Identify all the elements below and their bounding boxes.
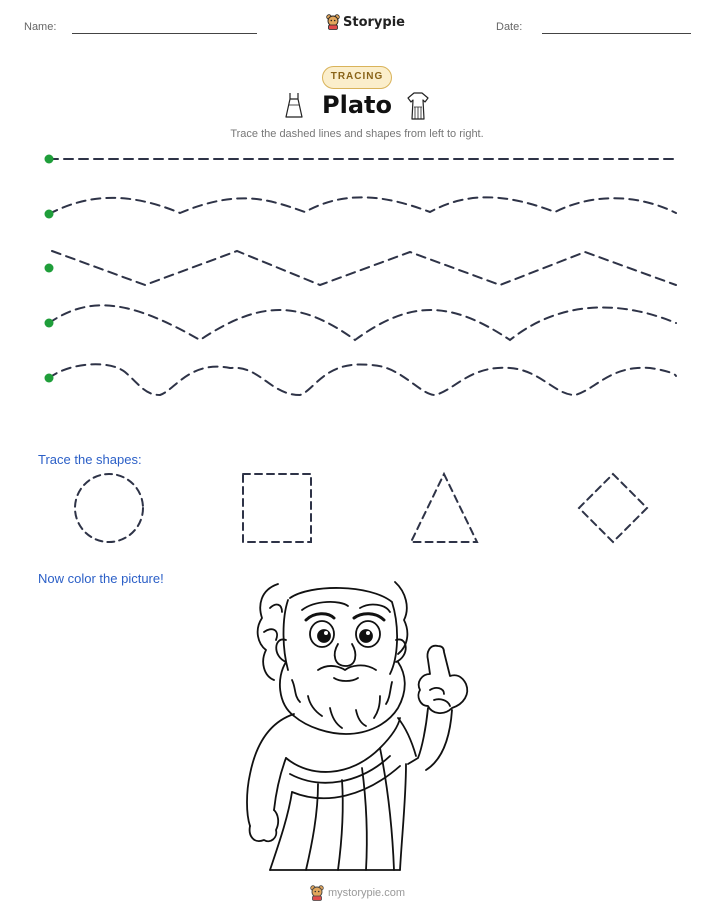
page-title: Plato [322, 91, 392, 119]
trace-square [243, 474, 311, 542]
color-heading: Now color the picture! [38, 571, 164, 586]
instructions: Trace the dashed lines and shapes from left to right. [230, 128, 484, 140]
trace-circle [75, 474, 143, 542]
footer [310, 885, 405, 901]
name-label: Name: [24, 21, 57, 33]
plato-coloring-picture [230, 578, 480, 870]
trace-diamond [579, 474, 647, 542]
date-label: Date: [496, 21, 523, 33]
footer-url[interactable]: mystorypie.com [328, 887, 406, 899]
shapes-heading: Trace the shapes: [38, 452, 142, 467]
tracing-badge: TRACING [322, 66, 392, 89]
bear-icon [310, 885, 324, 901]
brand-name: Storypie [343, 14, 405, 30]
trace-triangle [411, 474, 477, 542]
